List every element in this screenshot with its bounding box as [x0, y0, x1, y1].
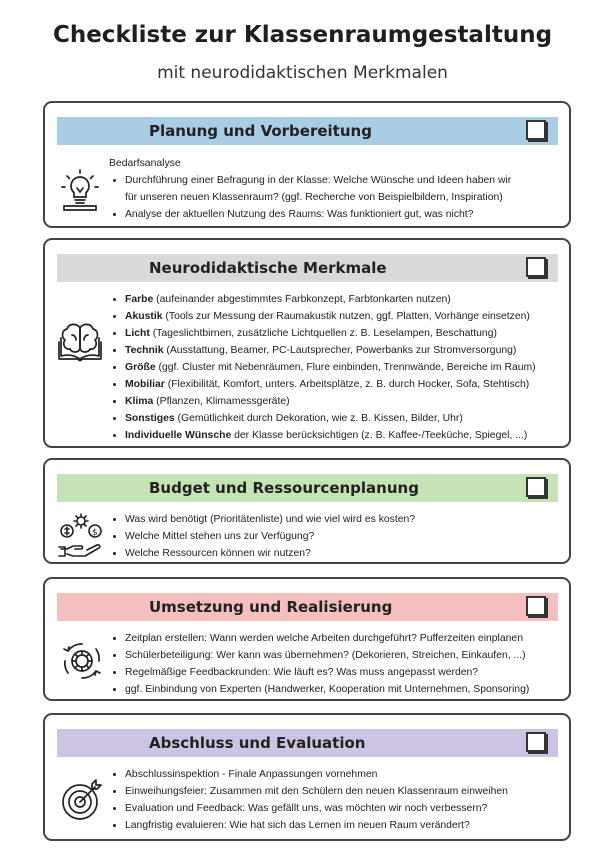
section-content	[109, 291, 561, 444]
target-arrow-icon	[59, 777, 105, 828]
section-content	[109, 630, 561, 698]
list-item: • Sonstiges (Gemütlichkeit durch Dekoration, wie z. B. Kissen, Bilder, Uhr)	[125, 410, 561, 427]
section-heading: Abschluss und Evaluation	[149, 734, 366, 752]
list-item: • Welche Ressourcen können wir nutzen?	[125, 545, 561, 562]
page-title: Checkliste zur Klassenraumgestaltung	[52, 22, 553, 48]
checkbox[interactable]	[526, 257, 546, 277]
section-heading: Planung und Vorbereitung	[149, 122, 372, 140]
section-card-abschluss	[43, 713, 571, 841]
list-item: • Einweihungsfeier: Zusammen mit den Schülern den neuen Klassenraum einweihen	[125, 783, 561, 800]
section-header-bar	[57, 117, 558, 145]
section-header-bar	[57, 729, 558, 757]
checkbox[interactable]	[526, 477, 546, 497]
section-content	[109, 155, 561, 223]
section-heading: Umsetzung und Realisierung	[149, 598, 393, 616]
section-card-neuro	[43, 238, 571, 448]
list-item: • Mobiliar (Flexibilität, Komfort, unters. Arbeitsplätze, z. B. durch Hocker, Sofa, Stehtisch)	[125, 376, 561, 393]
section-heading: Budget und Ressourcenplanung	[149, 479, 419, 497]
list-item: • Was wird benötigt (Prioritätenliste) und wie viel wird es kosten?	[125, 511, 561, 528]
intro-text: Bedarfsanalyse	[109, 158, 181, 169]
list-item: • Technik (Ausstattung, Beamer, PC-Lautsprecher, Powerbanks zur Stromversorgung)	[125, 342, 561, 359]
section-card-planung	[43, 101, 571, 228]
list-item: • Durchführung einer Befragung in der Klasse: Welche Wünsche und Ideen haben wir für unseren neuen Klassenraum? (ggf. Recherche von Beispielbildern, Inspiration)	[125, 172, 561, 206]
list-item: • Schülerbeteiligung: Wer kann was übernehmen? (Dekorieren, Streichen, Einkaufen, ...)	[125, 647, 561, 664]
list-item: • Zeitplan erstellen: Wann werden welche Arbeiten durchgeführt? Pufferzeiten einplanen	[125, 630, 561, 647]
section-card-budget	[43, 458, 571, 564]
list-item: • Farbe (aufeinander abgestimmtes Farbkonzept, Farbtonkarten nutzen)	[125, 291, 561, 308]
list-item: • Akustik (Tools zur Messung der Raumakustik nutzen, ggf. Platten, Vorhänge einsetzen)	[125, 308, 561, 325]
section-heading: Neurodidaktische Merkmale	[149, 259, 387, 277]
list-item: • Analyse der aktuellen Nutzung des Raums: Was funktioniert gut, was nicht?	[125, 206, 561, 223]
checkbox[interactable]	[526, 596, 546, 616]
list-item: • ggf. Einbindung von Experten (Handwerker, Kooperation mit Unternehmen, Sponsoring)	[125, 681, 561, 698]
section-content	[109, 766, 561, 834]
list-item: • Regelmäßige Feedbackrunden: Wie läuft es? Was muss angepasst werden?	[125, 664, 561, 681]
list-item: • Evaluation und Feedback: Was gefällt uns, was möchten wir noch verbessern?	[125, 800, 561, 817]
list-item: • Welche Mittel stehen uns zur Verfügung?	[125, 528, 561, 545]
list-item: • Licht (Tageslichtbirnen, zusätzliche Lichtquellen z. B. Leselampen, Beschattung)	[125, 325, 561, 342]
list-item: • Abschlussinspektion - Finale Anpassungen vornehmen	[125, 766, 561, 783]
checkbox[interactable]	[526, 120, 546, 140]
section-card-umsetzung	[43, 577, 571, 701]
list-item: • Größe (ggf. Cluster mit Nebenräumen, Flure einbinden, Trennwände, Bereiche im Raum)	[125, 359, 561, 376]
brain-book-icon	[57, 320, 103, 369]
gear-cycle-icon	[60, 639, 104, 688]
svg-text:$: $	[92, 528, 98, 538]
section-header-bar	[57, 254, 558, 282]
section-header-bar	[57, 474, 558, 502]
section-content	[109, 511, 561, 562]
list-item: • Langfristig evaluieren: Wie hat sich das Lernen im neuen Raum verändert?	[125, 817, 561, 834]
list-item: • Individuelle Wünsche der Klasse berücksichtigen (z. B. Kaffee-/Teeküche, Spiegel, ...)	[125, 427, 561, 444]
page-subtitle: mit neurodidaktischen Merkmalen	[157, 63, 448, 83]
checkbox[interactable]	[526, 732, 546, 752]
money-gears-hand-icon	[58, 512, 104, 563]
section-header-bar	[57, 593, 558, 621]
lightbulb-icon	[58, 168, 102, 217]
list-item: • Klima (Pflanzen, Klimamessgeräte)	[125, 393, 561, 410]
